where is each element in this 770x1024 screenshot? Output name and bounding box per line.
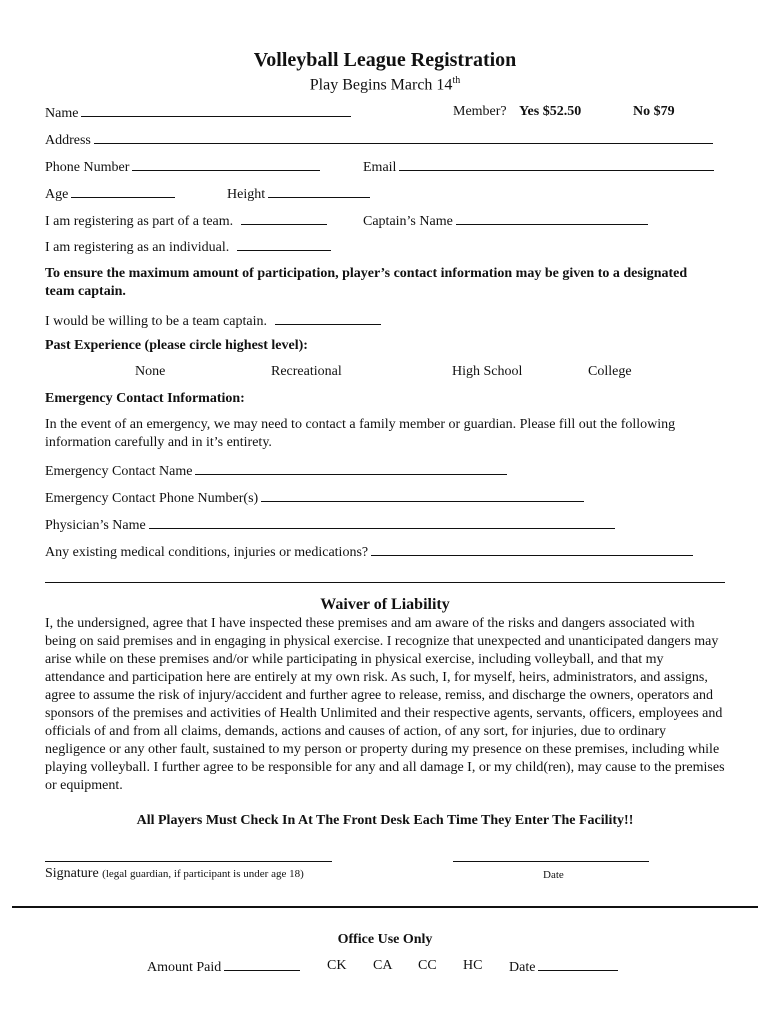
individual-row xyxy=(45,238,331,256)
experience-option-college[interactable]: College xyxy=(588,364,632,379)
office-date-row xyxy=(509,958,618,976)
method-hc[interactable]: HC xyxy=(463,958,483,973)
signature-note: (legal guardian, if participant is under age 18) xyxy=(102,868,304,880)
willing-row xyxy=(45,312,381,330)
signature-date-line[interactable] xyxy=(453,861,649,862)
name-label: Name xyxy=(45,106,79,121)
captain-notice: To ensure the maximum amount of participation, player’s contact information may be given to a designated team captain. xyxy=(45,266,688,299)
phone-label: Phone Number xyxy=(45,160,130,175)
amount-paid-label: Amount Paid xyxy=(147,960,222,975)
individual-label: I am registering as an individual. xyxy=(45,240,230,255)
emergency-phone-field[interactable] xyxy=(261,489,584,502)
emergency-contact-label: Emergency Contact Name xyxy=(45,464,193,479)
email-label: Email xyxy=(363,160,397,175)
address-field[interactable] xyxy=(94,131,713,144)
physician-field[interactable] xyxy=(149,516,615,529)
member-no-option[interactable]: No $79 xyxy=(633,104,675,119)
height-row xyxy=(227,185,370,203)
signature-line[interactable] xyxy=(45,861,332,862)
email-field[interactable] xyxy=(399,158,714,171)
name-row xyxy=(45,104,351,122)
checkin-notice: All Players Must Check In At The Front Desk Each Time They Enter The Facility!! xyxy=(136,813,634,828)
emergency-contact-field[interactable] xyxy=(195,462,507,475)
physician-row xyxy=(45,516,615,534)
height-label: Height xyxy=(227,187,266,202)
physician-label: Physician’s Name xyxy=(45,518,146,533)
member-label: Member? xyxy=(453,104,507,119)
subtitle-text: Play Begins March 14 xyxy=(309,76,453,94)
amount-paid-row xyxy=(147,958,300,976)
captain-field[interactable] xyxy=(456,212,648,225)
phone-field[interactable] xyxy=(132,158,320,171)
captain-label: Captain’s Name xyxy=(363,214,453,229)
waiver-body: I, the undersigned, agree that I have inspected these premises and am aware of the risks and dangers associated with being on said premises and in engaging in physical exercise. I recognize that unexpected and unanticipated dangers may arise while on these premises and/or while participating in physical exercise, including volleyball, and that my attendance and participation here are entirely at my own risk. As such, I, for myself, heirs, administrators, and assigns, agree to assume the risk of injury/accident and further agree to release, remiss, and discharge the owners, operators and sponsors of the premises and activities of Health Unlimited and their respective agents, servants, officers, employees and officials of and from all claims, demands, actions and causes of action, of any sort, for injuries, due to ordinary negligence or any other fault, sustained to my person or property during my presence on these premises, including while playing volleyball. I further agree to be responsible for any and all damage I, or my child(ren), may cause to the premises or equipment. xyxy=(45,616,725,793)
method-cc[interactable]: CC xyxy=(418,958,437,973)
form-subtitle xyxy=(0,75,770,94)
willing-field[interactable] xyxy=(275,312,381,325)
emergency-heading: Emergency Contact Information: xyxy=(45,391,245,406)
address-row xyxy=(45,131,713,149)
emergency-intro: In the event of an emergency, we may need to contact a family member or guardian. Please fill out the following information carefully and in it’s entirety. xyxy=(45,417,676,450)
medical-label: Any existing medical conditions, injuries or medications? xyxy=(45,545,369,560)
form-title: Volleyball League Registration xyxy=(253,49,517,71)
method-ca[interactable]: CA xyxy=(373,958,393,973)
office-date-field[interactable] xyxy=(538,958,618,971)
age-row xyxy=(45,185,175,203)
name-field[interactable] xyxy=(81,104,351,117)
emergency-phone-label: Emergency Contact Phone Number(s) xyxy=(45,491,259,506)
experience-option-none[interactable]: None xyxy=(135,364,166,379)
waiver-heading: Waiver of Liability xyxy=(320,596,450,613)
team-field[interactable] xyxy=(241,212,327,225)
signature-label: Signature xyxy=(45,866,99,881)
height-field[interactable] xyxy=(268,185,370,198)
age-label: Age xyxy=(45,187,69,202)
phone-row xyxy=(45,158,320,176)
team-row xyxy=(45,212,327,230)
office-date-label: Date xyxy=(509,960,536,975)
emergency-phone-row xyxy=(45,489,584,507)
experience-option-recreational[interactable]: Recreational xyxy=(271,364,342,379)
medical-field[interactable] xyxy=(371,543,693,556)
experience-label: Past Experience (please circle highest level): xyxy=(45,338,308,353)
medical-extra-line[interactable] xyxy=(45,582,725,583)
office-heading: Office Use Only xyxy=(337,932,433,947)
medical-row xyxy=(45,543,693,561)
willing-label: I would be willing to be a team captain. xyxy=(45,314,267,329)
method-ck[interactable]: CK xyxy=(327,958,347,973)
age-field[interactable] xyxy=(71,185,175,198)
signature-caption xyxy=(45,866,304,882)
address-label: Address xyxy=(45,133,91,148)
experience-option-high-school[interactable]: High School xyxy=(452,364,523,379)
amount-paid-field[interactable] xyxy=(224,958,300,971)
member-yes-option[interactable]: Yes $52.50 xyxy=(519,104,582,119)
captain-row xyxy=(363,212,648,230)
subtitle-superscript: th xyxy=(452,75,461,86)
section-divider xyxy=(12,906,758,908)
individual-field[interactable] xyxy=(237,238,331,251)
email-row xyxy=(363,158,714,176)
emergency-contact-row xyxy=(45,462,507,480)
team-label: I am registering as part of a team. xyxy=(45,214,234,229)
signature-date-label: Date xyxy=(543,869,564,881)
